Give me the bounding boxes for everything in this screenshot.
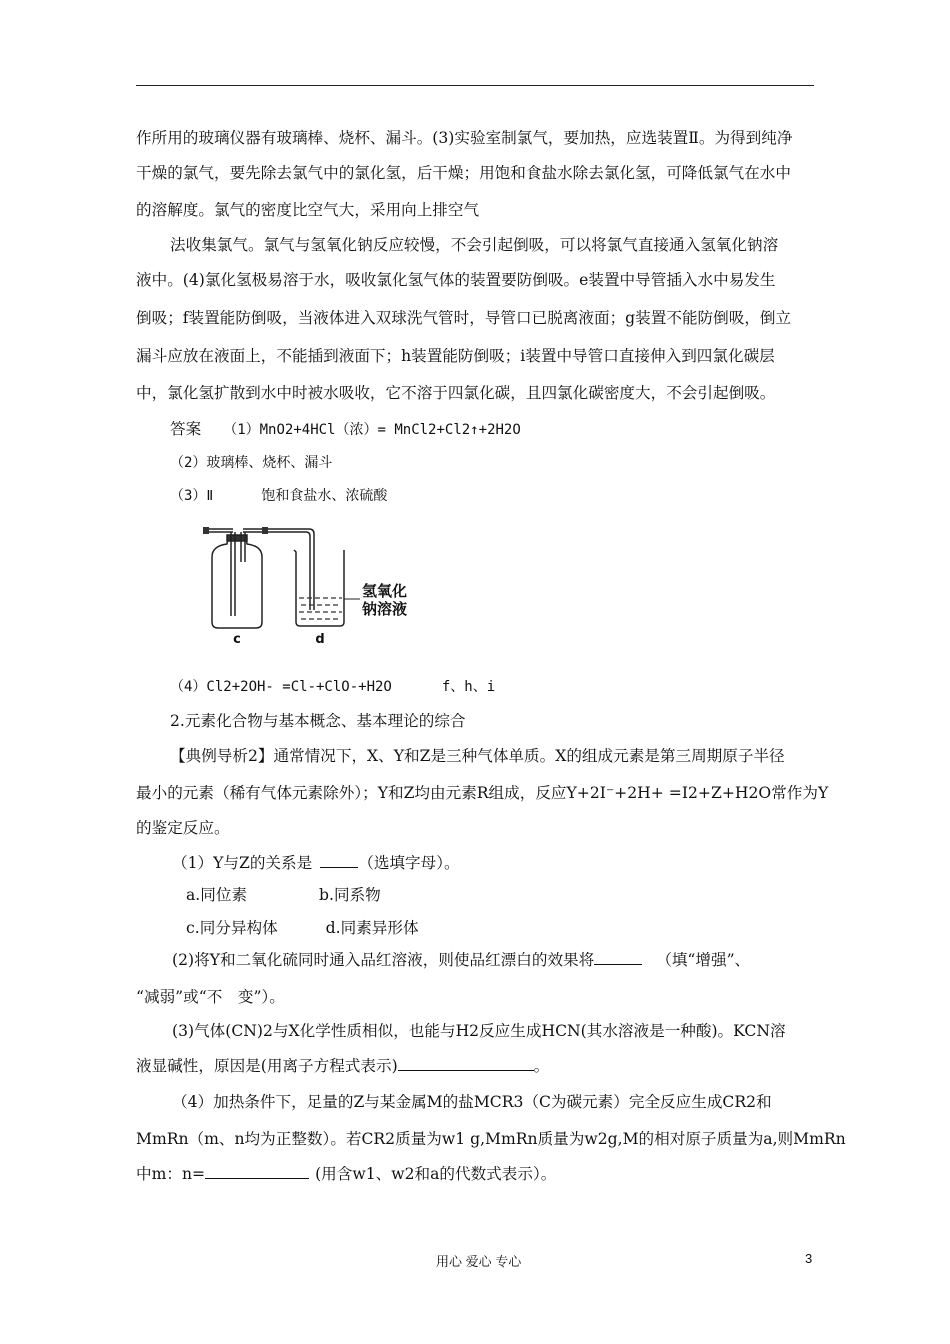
- question-4-hint: (用含w1、w2和a的代数式表示）。: [315, 1165, 557, 1183]
- question-2: [172, 950, 750, 970]
- question-1-text: （1）Y与Z的关系是: [172, 854, 313, 872]
- answer-line-3: [170, 486, 387, 506]
- paragraph-line-6: 倒吸；f装置能防倒吸，当液体进入双球洗气管时，导管口已脱离液面；g装置不能防倒吸，倒立: [136, 309, 792, 327]
- answer-blank-2[interactable]: [594, 950, 642, 965]
- option-d: d.同素异形体: [325, 919, 419, 937]
- question-1: [172, 853, 460, 873]
- question-4-line-3: [136, 1164, 556, 1184]
- paragraph-line-2: 干燥的氯气，要先除去氯气中的氯化氢，后干燥；用饱和食盐水除去氯化氢，可降低氯气在水中: [136, 164, 791, 182]
- paragraph-line-4: 法收集氯气。氯气与氢氧化钠反应较慢，不会引起倒吸，可以将氯气直接通入氢氧化钠溶: [170, 236, 779, 254]
- answer-blank-4[interactable]: [205, 1164, 309, 1179]
- question-3-continued: [136, 1056, 549, 1076]
- paragraph-line-5: 液中。(4)氯化氢极易溶于水，吸收氯化氢气体的装置要防倒吸。e装置中导管插入水中易发生: [136, 271, 776, 289]
- label-d: d: [315, 632, 325, 647]
- question-2-text: (2)将Y和二氧化硫同时通入品红溶液，则使品红漂白的效果将: [172, 951, 595, 969]
- answer-3-text: 饱和食盐水、浓硫酸: [261, 488, 388, 504]
- answer-line-1: [170, 419, 521, 440]
- liquid-label-2: 钠溶液: [362, 600, 408, 618]
- question-3: (3)气体(CN)2与X化学性质相似，也能与H2反应生成HCN(其水溶液是一种酸)。KCN溶: [172, 1022, 786, 1040]
- answer-label: 答案: [170, 420, 202, 438]
- answer-1: （1）MnO2+4HCl（浓）= MnCl2+Cl2↑+2H2O: [223, 422, 521, 438]
- example-line-3: 的鉴定反应。: [136, 819, 230, 837]
- question-1-hint: （选填字母）。: [358, 854, 460, 872]
- question-4-line-2: MmRn（m、n均为正整数）。若CR2质量为w1 g,MmRn质量为w2g,M的相对原子质量为a,则MmRn: [136, 1130, 846, 1148]
- example-line-1: 【典例导析2】通常情况下，X、Y和Z是三种气体单质。X的组成元素是第三周期原子半径: [170, 747, 785, 765]
- header-rule: [136, 85, 814, 86]
- paragraph-line-3: 的溶解度。氯气的密度比空气大，采用向上排空气: [136, 201, 480, 219]
- question-4-text: 中m：n=: [136, 1165, 206, 1183]
- section-heading: 2.元素化合物与基本概念、基本理论的综合: [170, 712, 466, 730]
- question-2-continued: “减弱”或“不 变”）。: [136, 988, 285, 1006]
- page-number: 3: [805, 1251, 813, 1266]
- apparatus-figure: [200, 522, 426, 652]
- paragraph-line-1: 作所用的玻璃仪器有玻璃棒、烧杯、漏斗。(3)实验室制氯气，要加热，应选装置Ⅱ。为得到纯净: [136, 129, 793, 147]
- options-row-2: [186, 918, 419, 938]
- answer-3-num: （3）Ⅱ: [170, 488, 214, 504]
- option-b: b.同系物: [319, 886, 381, 904]
- options-row-1: [186, 885, 381, 905]
- label-c: c: [233, 632, 241, 647]
- answer-4-equation: （4）Cl2+2OH- =Cl-+ClO-+H2O: [170, 679, 392, 695]
- paragraph-line-7: 漏斗应放在液面上，不能插到液面下；h装置能防倒吸；i装置中导管口直接伸入到四氯化碳层: [136, 347, 775, 365]
- question-2-hint: （填“增强”、: [656, 951, 751, 969]
- question-3-text: 液显碱性，原因是(用离子方程式表示): [136, 1057, 398, 1075]
- option-c: c.同分异构体: [186, 919, 278, 937]
- answer-4-letters: f、h、i: [441, 679, 496, 695]
- option-a: a.同位素: [186, 886, 248, 904]
- apparatus-drawing: [200, 522, 426, 652]
- answer-2: （2）玻璃棒、烧杯、漏斗: [170, 455, 333, 471]
- question-4: （4）加热条件下，足量的Z与某金属M的盐MCR3（C为碳元素）完全反应生成CR2和: [172, 1093, 772, 1111]
- answer-blank-3[interactable]: [398, 1056, 534, 1071]
- answer-line-4: [170, 677, 495, 697]
- example-line-2: 最小的元素（稀有气体元素除外）；Y和Z均由元素R组成，反应Y+2I⁻+2H+ =I2+Z+H2O常作为Y: [136, 784, 829, 802]
- answer-blank-1[interactable]: [320, 853, 358, 868]
- liquid-label-1: 氢氧化: [362, 582, 408, 600]
- paragraph-line-8: 中，氯化氢扩散到水中时被水吸收，它不溶于四氯化碳，且四氯化碳密度大，不会引起倒吸。: [136, 384, 776, 402]
- page-footer: 用心 爱心 专心: [436, 1254, 522, 1269]
- question-3-end: 。: [533, 1057, 550, 1075]
